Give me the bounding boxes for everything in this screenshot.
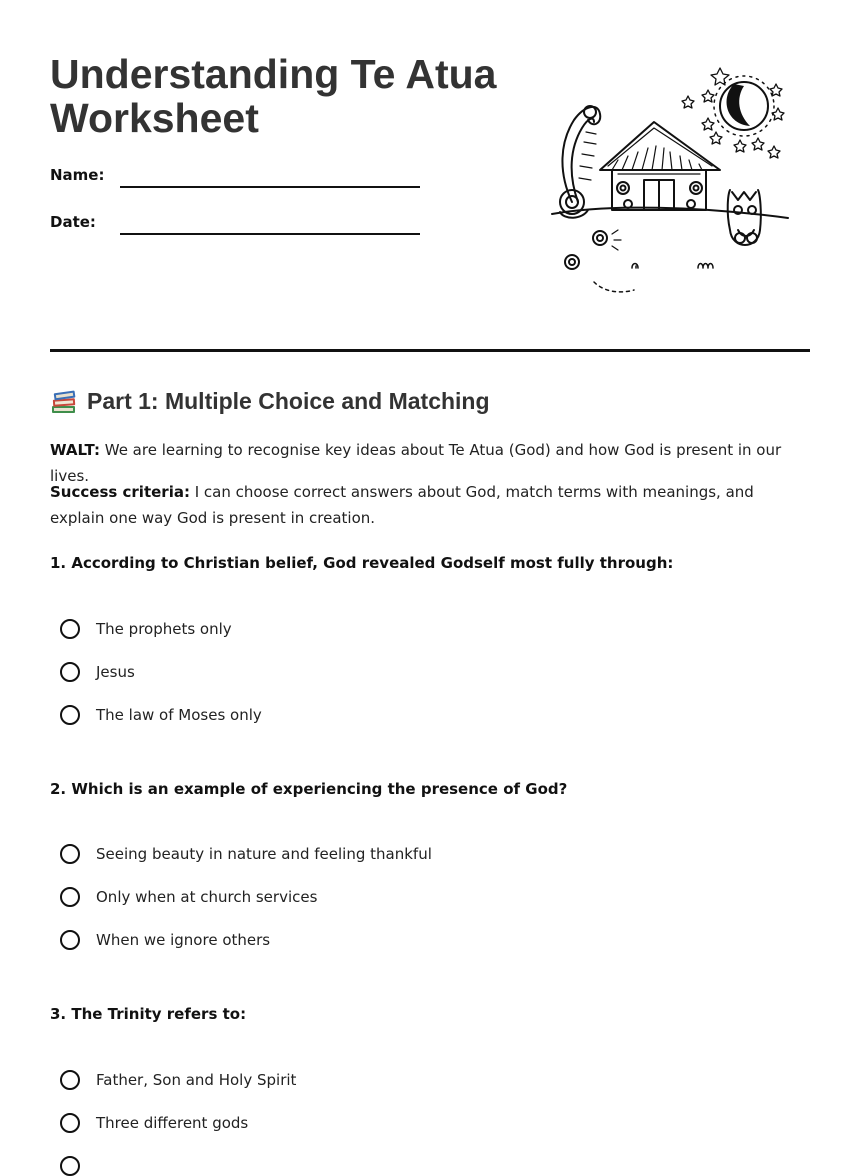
- whare-illustration: [548, 62, 792, 302]
- question-2-option-3[interactable]: [60, 930, 270, 950]
- radio-button[interactable]: [60, 930, 80, 950]
- radio-button[interactable]: [60, 1156, 80, 1176]
- success-criteria-label: Success criteria:: [50, 483, 190, 501]
- name-line[interactable]: [120, 186, 420, 188]
- option-label: The law of Moses only: [96, 706, 262, 724]
- question-1-option-3[interactable]: [60, 705, 262, 725]
- question-1-option-2[interactable]: [60, 662, 135, 682]
- title-line-2: Worksheet: [50, 95, 259, 141]
- header-divider: [50, 349, 810, 352]
- option-label: Only when at church services: [96, 888, 318, 906]
- option-label: When we ignore others: [96, 931, 271, 949]
- success-criteria-paragraph: [50, 479, 812, 531]
- title-line-1: Understanding Te Atua: [50, 51, 497, 97]
- radio-button[interactable]: [60, 705, 80, 725]
- books-icon: [50, 389, 78, 415]
- question-3-option-2[interactable]: [60, 1113, 248, 1133]
- part1-heading-text: Part 1: Multiple Choice and Matching: [87, 388, 490, 414]
- radio-button[interactable]: [60, 1070, 80, 1090]
- worksheet-title: [50, 52, 496, 140]
- date-line[interactable]: [120, 233, 420, 235]
- date-label: Date:: [50, 213, 96, 231]
- walt-label: WALT:: [50, 441, 100, 459]
- option-label: Father, Son and Holy Spirit: [96, 1071, 297, 1089]
- walt-text: We are learning to recognise key ideas about Te Atua (God) and how God is present in our lives.: [50, 441, 782, 485]
- question-2-option-2[interactable]: [60, 887, 317, 907]
- name-label: Name:: [50, 166, 105, 184]
- question-3-option-3-partial[interactable]: [60, 1156, 96, 1176]
- question-2-prompt: 2. Which is an example of experiencing the presence of God?: [50, 780, 568, 798]
- option-label: Jesus: [96, 663, 135, 681]
- question-1-option-1[interactable]: [60, 619, 232, 639]
- question-2-option-1[interactable]: [60, 844, 432, 864]
- radio-button[interactable]: [60, 662, 80, 682]
- radio-button[interactable]: [60, 844, 80, 864]
- radio-button[interactable]: [60, 887, 80, 907]
- part1-heading: [50, 388, 490, 415]
- option-label: The prophets only: [96, 620, 232, 638]
- question-1-prompt: 1. According to Christian belief, God revealed Godself most fully through:: [50, 554, 674, 572]
- question-3-prompt: 3. The Trinity refers to:: [50, 1005, 247, 1023]
- option-label: Seeing beauty in nature and feeling thankful: [96, 845, 432, 863]
- radio-button[interactable]: [60, 1113, 80, 1133]
- radio-button[interactable]: [60, 619, 80, 639]
- success-criteria-text: I can choose correct answers about God, match terms with meanings, and explain one way God is present in creation.: [50, 483, 754, 527]
- option-label: Three different gods: [96, 1114, 249, 1132]
- question-3-option-1[interactable]: [60, 1070, 296, 1090]
